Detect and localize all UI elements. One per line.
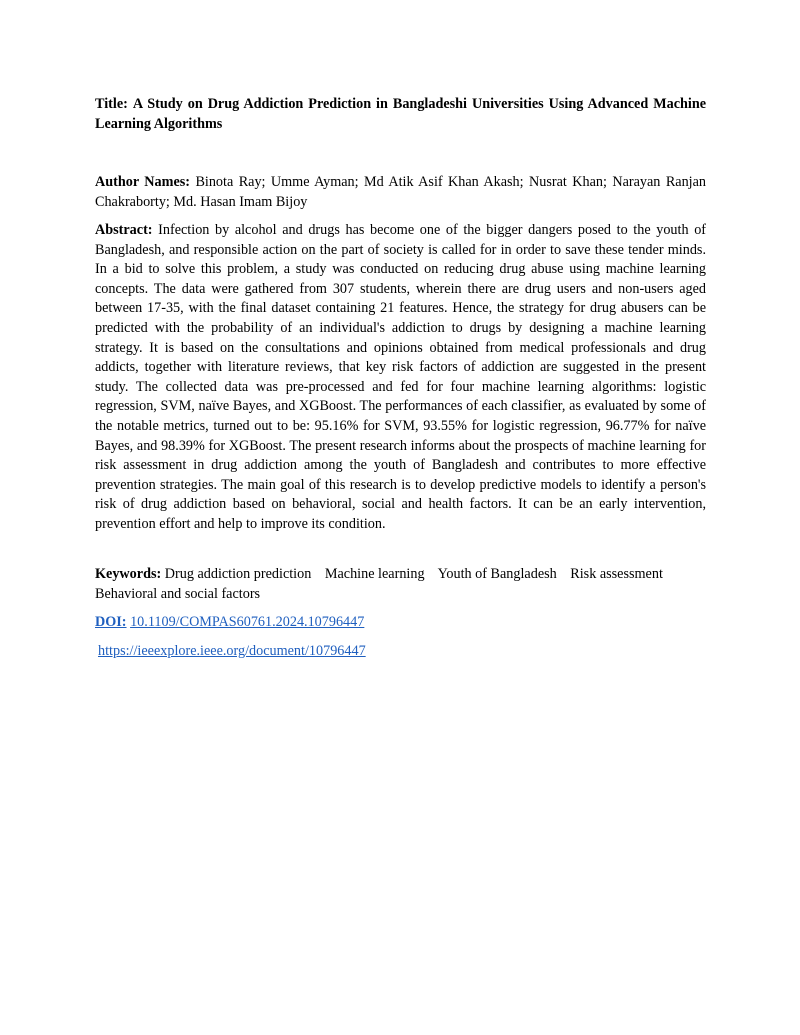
authors-label: Author Names: (95, 174, 191, 190)
keyword-item: Drug addiction prediction (164, 566, 312, 582)
author-names: Binota Ray; Umme Ayman; Md Atik Asif Khan Akash; Nusrat Khan; Narayan Ranjan Chakraborty; Md. Hasan Imam Bijoy (95, 174, 707, 210)
ieee-url-link[interactable]: https://ieeexplore.ieee.org/document/10796447 (98, 643, 366, 659)
authors-paragraph (95, 173, 706, 212)
keywords-label: Keywords: (95, 566, 162, 582)
keywords-paragraph (95, 565, 706, 604)
abstract-paragraph (95, 221, 706, 535)
title-label: Title: (95, 96, 128, 112)
doi-line (95, 613, 706, 633)
title-paragraph (95, 95, 706, 134)
doi-link[interactable]: 10.1109/COMPAS60761.2024.10796447 (130, 614, 365, 630)
doi-label: DOI: (95, 614, 127, 630)
paper-title: A Study on Drug Addiction Prediction in Bangladeshi Universities Using Advanced Machine Learning Algorithms (95, 96, 707, 132)
url-line (98, 642, 709, 662)
keyword-item: Youth of Bangladesh (437, 566, 557, 582)
keyword-item: Machine learning (324, 566, 425, 582)
abstract-text: Infection by alcohol and drugs has become one of the bigger dangers posed to the youth of Bangladesh, and responsible action on the part of society is called for in order to save these tender minds. In a bid to solve this problem, a study was conducted on reducing drug abuse using machine learning concepts. The data were gathered from 307 students, wherein there are drug users and non-users aged between 17-35, with the final dataset containing 21 features. Hence, the strategy for drug abusers can be predicted with the probability of an individual's addiction to drugs by designing a machine learning strategy. It is based on the consultations and opinions obtained from medical professionals and drug addicts, together with literature reviews, that key risk factors of addiction are suggested in the present study. The collected data was pre-processed and fed for four machine learning algorithms: logistic regression, SVM, naïve Bayes, and XGBoost. The performances of each classifier, as evaluated by some of the notable metrics, turned out to be: 95.16% for SVM, 93.55% for logistic regression, 96.77% for naïve Bayes, and 98.39% for XGBoost. The present research informs about the prospects of machine learning for risk assessment in drug addiction among the youth of Bangladesh and contributes to more effective prevention strategies. The main goal of this research is to develop predictive models to identify a person's risk of drug addiction based on behavioral, social and health factors. It can be an early intervention, prevention effort and help to improve its condition. (95, 222, 707, 532)
keyword-item: Risk assessment (570, 566, 663, 582)
abstract-label: Abstract: (95, 222, 153, 238)
keyword-item: Behavioral and social factors (95, 585, 261, 602)
